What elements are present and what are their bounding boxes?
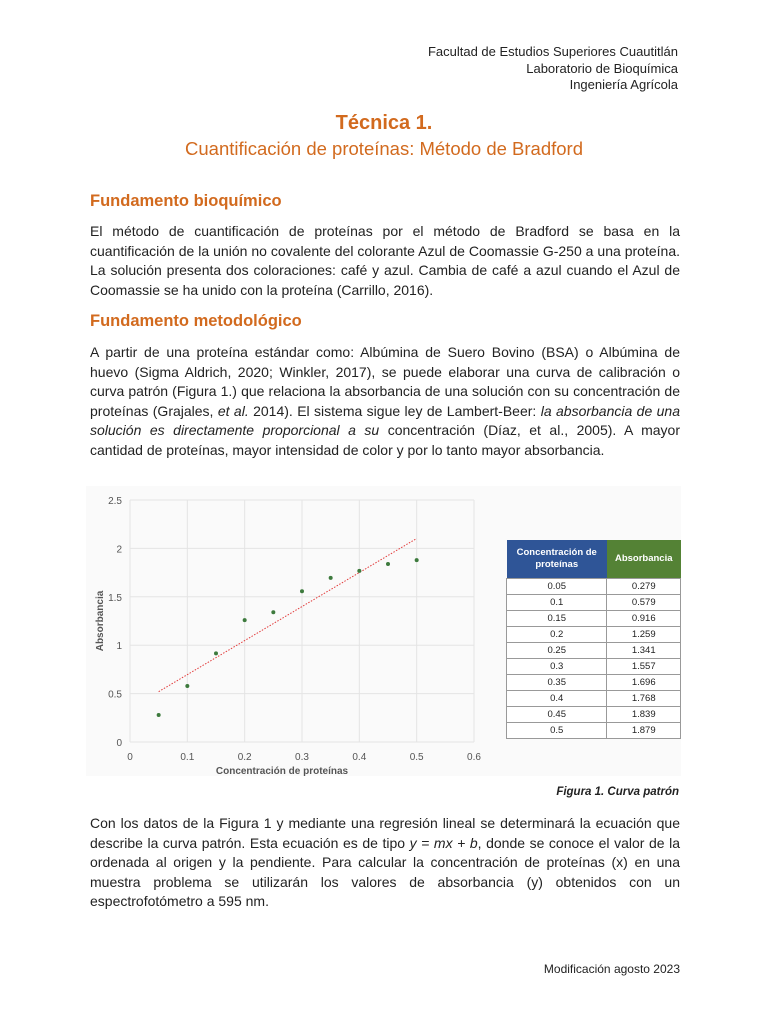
paragraph-regression <box>90 814 680 912</box>
x-tick-label: 0 <box>127 752 133 763</box>
footer-modification: Modificación agosto 2023 <box>543 962 680 976</box>
table-row <box>507 707 681 723</box>
page-subtitle: Cuantificación de proteínas: Método de Bradford <box>185 138 583 159</box>
cell-absorbance: 1.839 <box>607 707 681 723</box>
data-point <box>357 569 361 573</box>
cell-concentration: 0.3 <box>507 659 607 675</box>
calibration-chart <box>86 486 486 776</box>
cell-concentration: 0.1 <box>507 595 607 611</box>
title-block <box>0 110 768 162</box>
y-axis-label: Absorbancia <box>95 590 106 652</box>
data-point <box>300 589 304 593</box>
cell-concentration: 0.45 <box>507 707 607 723</box>
y-tick-label: 0.5 <box>108 689 122 701</box>
table-row <box>507 691 681 707</box>
page-title: Técnica 1. <box>335 112 433 134</box>
table-row <box>507 627 681 643</box>
cell-absorbance: 1.259 <box>607 627 681 643</box>
figure-caption: Figura 1. Curva patrón <box>556 786 679 798</box>
data-point <box>271 610 275 614</box>
paragraph-methodological <box>90 343 680 460</box>
section-heading-methodological: Fundamento metodológico <box>90 312 302 330</box>
y-tick-label: 2.5 <box>108 496 122 507</box>
cell-absorbance: 1.768 <box>607 691 681 707</box>
header-program: Ingeniería Agrícola <box>569 77 678 92</box>
cell-absorbance: 1.879 <box>607 723 681 739</box>
data-point <box>243 618 247 622</box>
x-tick-label: 0.6 <box>467 752 481 763</box>
cell-concentration: 0.15 <box>507 611 607 627</box>
data-table <box>506 540 681 739</box>
x-tick-label: 0.1 <box>180 752 195 763</box>
equation: y = mx + b <box>409 834 478 851</box>
data-point <box>214 651 218 655</box>
x-axis-label: Concentración de proteínas <box>215 766 349 776</box>
document-header <box>428 44 678 94</box>
table-header-concentration: Concentración de proteínas <box>507 540 607 579</box>
table-row <box>507 723 681 739</box>
header-faculty: Facultad de Estudios Superiores Cuautitlán <box>427 44 678 59</box>
header-lab: Laboratorio de Bioquímica <box>526 60 678 76</box>
x-tick-label: 0.4 <box>352 752 367 763</box>
text-run: 2014). El sistema sigue ley de Lambert-Beer: <box>248 402 541 419</box>
italic-etal: et al. <box>217 402 249 419</box>
data-point <box>157 713 161 717</box>
text-run: Con los datos de la Figura 1 y mediante una regresión lineal se determinará la ecuación que describe la curva patrón. Esta ecuación es de tipo <box>90 815 680 851</box>
data-point <box>329 576 333 580</box>
paragraph-biochemical: El método de cuantificación de proteínas por el método de Bradford se basa en la cuantificación de la unión no covalente del colorante Azul de Coomassie G-250 a una proteína. La solución presenta dos coloraciones: café y azul. Cambia de café a azul cuando el Azul de Coomassie se ha unido con la proteína (Carrillo, 2016). <box>90 223 680 298</box>
text-run: concentración (Díaz, et al., 2005). A mayor cantidad de proteínas, mayor intensidad de color y por lo tanto mayor absorbancia. <box>90 422 681 458</box>
table-row <box>507 675 681 691</box>
cell-absorbance: 0.279 <box>607 579 681 595</box>
y-tick-label: 1.5 <box>108 592 122 604</box>
x-tick-label: 0.3 <box>295 752 309 763</box>
y-tick-label: 1 <box>116 641 122 653</box>
table-row <box>507 595 681 611</box>
cell-concentration: 0.2 <box>507 627 607 643</box>
trendline <box>159 538 417 691</box>
table-row <box>507 579 681 595</box>
cell-concentration: 0.35 <box>507 675 607 691</box>
text-run: , donde se conoce el valor de la ordenada al origen y la pendiente. Para calcular la concentración de proteínas (x) en una muestra problema se utilizarán los valores de absorbancia (y) obtenidos con un espectrofotómetro a 595 nm. <box>90 834 680 909</box>
data-point <box>185 684 189 688</box>
data-point <box>386 562 390 566</box>
data-point <box>415 558 419 562</box>
cell-absorbance: 1.557 <box>607 659 681 675</box>
figure-area <box>86 486 681 776</box>
cell-concentration: 0.05 <box>507 579 607 595</box>
text-run: A partir de una proteína estándar como: Albúmina de Suero Bovino (BSA) o Albúmina de huevo (Sigma Aldrich, 2020; Winkler, 2017), se puede elaborar una curva de calibración o curva patrón (Figura 1.) que relaciona la absorbancia de una solución con su concentración de proteínas (Grajales, <box>90 344 680 419</box>
table-header-absorbance: Absorbancia <box>607 540 681 579</box>
y-tick-label: 2 <box>116 544 122 556</box>
table-row <box>507 611 681 627</box>
cell-concentration: 0.5 <box>507 723 607 739</box>
table-row <box>507 659 681 675</box>
cell-absorbance: 1.696 <box>607 675 681 691</box>
x-tick-label: 0.5 <box>409 752 424 763</box>
x-tick-label: 0.2 <box>237 752 252 763</box>
cell-concentration: 0.25 <box>507 643 607 659</box>
cell-concentration: 0.4 <box>507 691 607 707</box>
section-heading-biochemical: Fundamento bioquímico <box>90 192 282 210</box>
table-row <box>507 643 681 659</box>
y-tick-label: 0 <box>116 738 122 749</box>
cell-absorbance: 0.916 <box>607 611 681 627</box>
cell-absorbance: 0.579 <box>607 595 681 611</box>
cell-absorbance: 1.341 <box>607 643 681 659</box>
italic-law-statement: la absorbancia de una solución es directamente proporcional a su <box>90 402 680 438</box>
